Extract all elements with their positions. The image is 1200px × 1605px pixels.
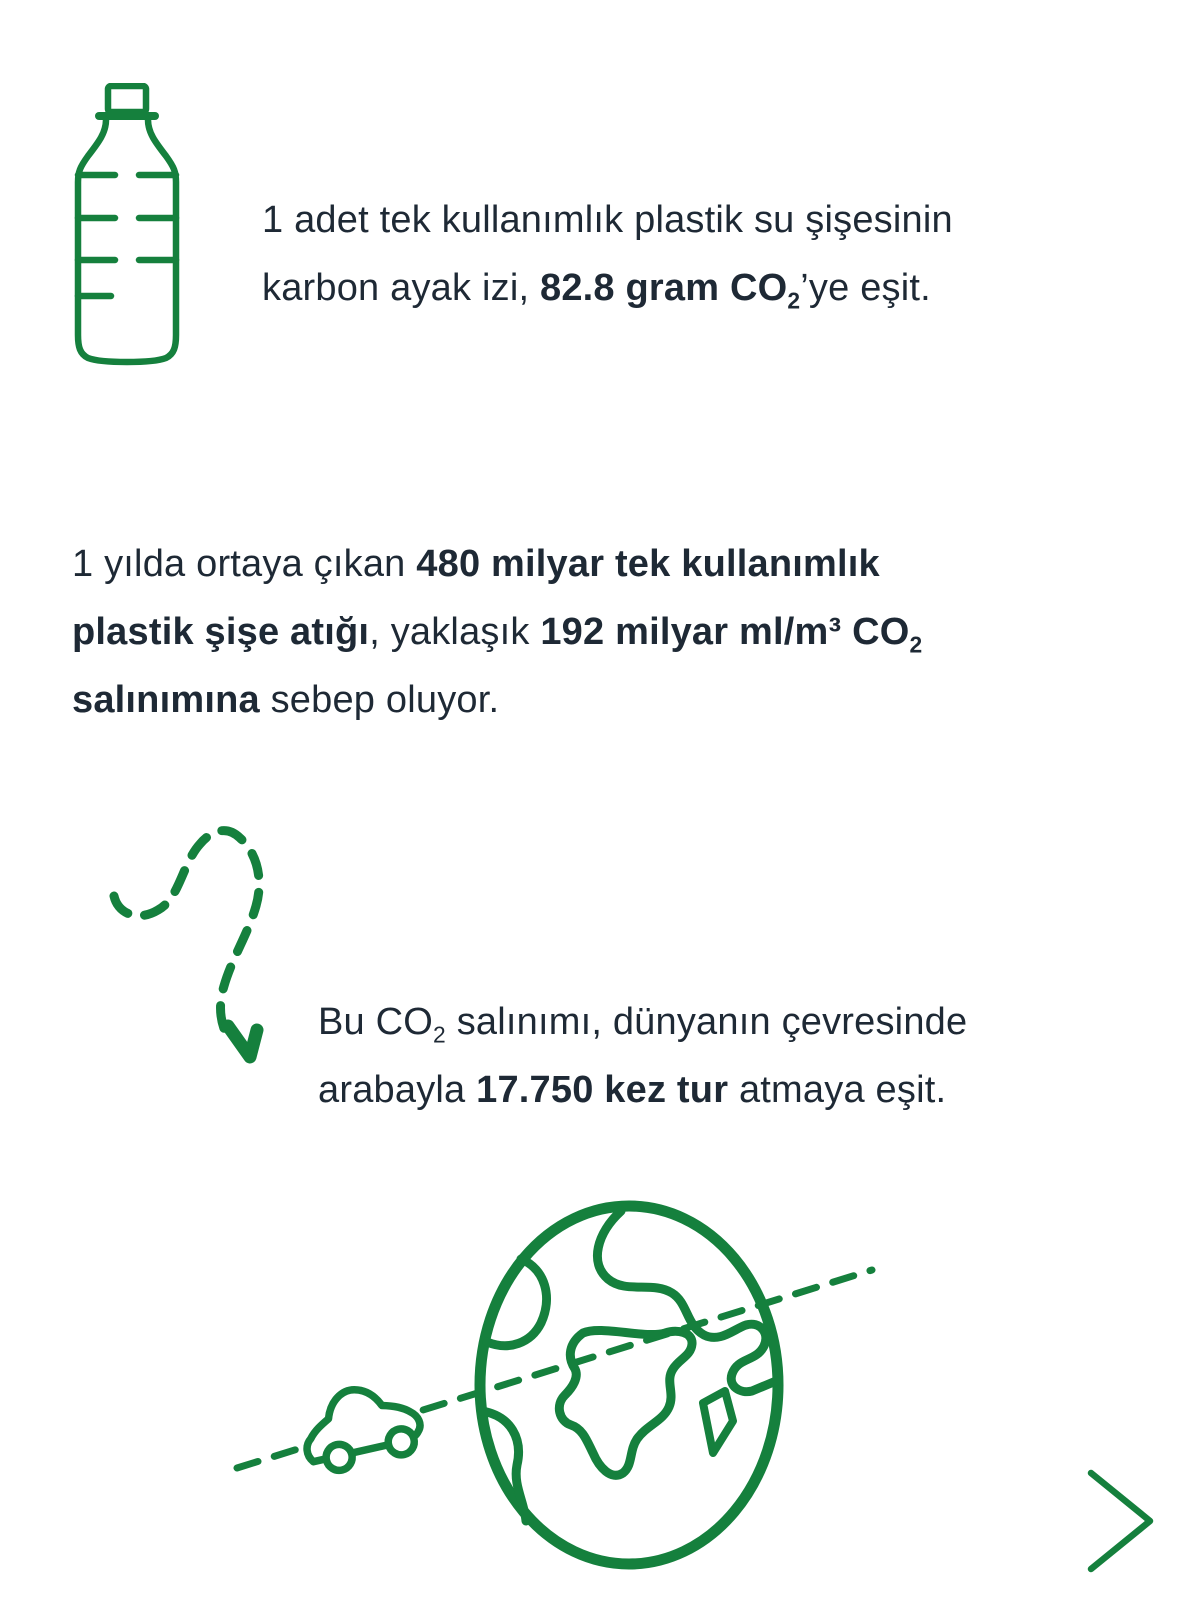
bottle-cap: [108, 86, 146, 112]
plastic-bottle-icon: [73, 83, 183, 368]
globe-icon: [480, 1206, 778, 1564]
car-rear-wheel: [323, 1442, 355, 1474]
yearly-fact-text: 1 yılda ortaya çıkan 480 milyar tek kullanımlık plastik şişe atığı, yaklaşık 192 milyar ml/m³ $CO_2$ salınımına sebep oluyor.: [72, 543, 923, 721]
continent-eurasia: [597, 1211, 776, 1392]
next-button[interactable]: [1082, 1465, 1166, 1577]
island-madagascar: [703, 1391, 733, 1453]
chevron-right-icon: [1082, 1465, 1166, 1577]
arrow-head: [228, 1026, 257, 1057]
bottle-body-outline: [78, 120, 176, 362]
bottle-ribs: [78, 175, 176, 296]
car-fact-text: Bu $CO_2$ salınımı, dünyanın çevresinde arabayla 17.750 kez tur atmaya eşit.: [318, 1001, 968, 1111]
bottle-fact-text: 1 adet tek kullanımlık plastik su şişesinin karbon ayak izi, 82.8 gram $CO_2’ye$ eşit.: [262, 199, 953, 314]
arrow-dashed-path: [114, 831, 259, 1038]
dashed-question-arrow-icon: [100, 800, 275, 1075]
continent-africa: [559, 1330, 692, 1475]
globe-car-illustration: [225, 1185, 905, 1600]
car-front-wheel: [385, 1426, 417, 1458]
car-icon: [295, 1376, 426, 1477]
